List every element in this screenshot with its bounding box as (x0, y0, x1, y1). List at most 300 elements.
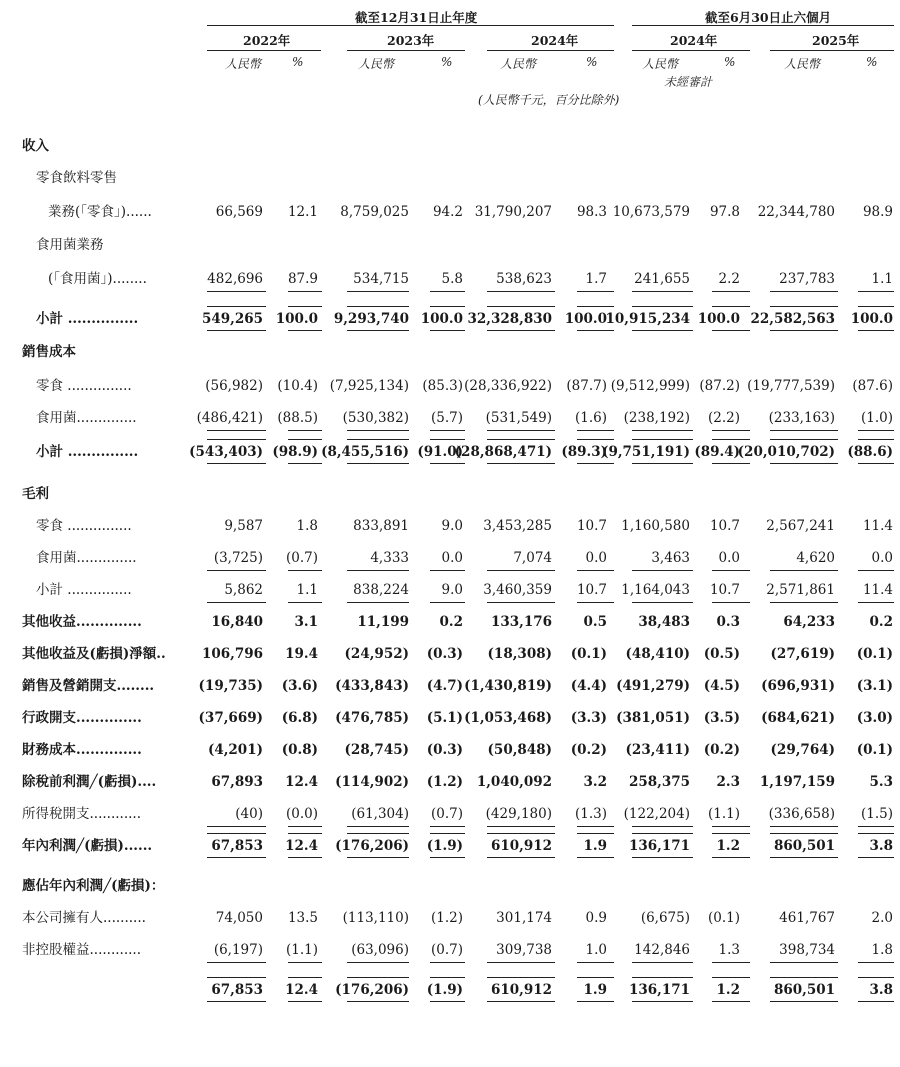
group-interim-header: 截至6月30日止六個月 (705, 10, 832, 25)
cell-value-2024: 309,738 (496, 942, 552, 958)
cell-value-2025h1: (27,619) (770, 646, 835, 662)
cell-pct-2024h1: (3.5) (703, 710, 740, 726)
rule-line (770, 439, 838, 440)
cell-value-2025h1: (20,010,702) (737, 444, 835, 460)
rule-line (430, 463, 465, 464)
rule-line (288, 291, 322, 292)
table-row (0, 835, 900, 857)
cell-value-2023: (63,096) (351, 942, 409, 958)
rule-line (288, 977, 322, 978)
table-row (0, 407, 900, 429)
cell-value-2024: 301,174 (496, 910, 552, 926)
cell-value-2024: 3,453,285 (483, 518, 552, 534)
year-rule-2024-interim (632, 50, 750, 51)
cell-pct-2025h1: 98.9 (862, 204, 893, 220)
group-rule-annual (207, 25, 614, 26)
cell-pct-2024h1: 1.2 (716, 838, 740, 854)
cell-value-2025h1: (233,163) (768, 410, 835, 426)
cell-pct-2024h1: (2.2) (707, 410, 740, 426)
rule-line (632, 463, 693, 464)
cell-pct-2024h1: (4.5) (703, 678, 740, 694)
cell-pct-2022: 12.4 (285, 774, 318, 790)
cell-value-2023: (476,785) (335, 710, 409, 726)
percent-label: % (724, 55, 736, 69)
table-row (0, 707, 900, 729)
row-label: 零食 ............... (36, 518, 132, 534)
cell-value-2024: 538,623 (496, 271, 552, 287)
cell-value-2024: 32,328,830 (467, 311, 552, 327)
table-row (0, 308, 900, 330)
rule-line (288, 306, 322, 307)
cell-value-2023: 833,891 (353, 518, 409, 534)
rule-line (577, 430, 614, 431)
table-row (0, 483, 900, 505)
cell-value-2024: (1,053,468) (464, 710, 552, 726)
rule-line (858, 833, 894, 834)
rule-line (632, 291, 693, 292)
row-label: 食用菌.............. (36, 410, 137, 426)
rule-line (288, 330, 322, 331)
row-label: 小計 ............... (36, 582, 132, 598)
row-label: 除稅前利潤╱(虧損).... (22, 774, 157, 790)
cell-value-2024h1: (6,675) (640, 910, 690, 926)
rule-line (487, 962, 555, 963)
rule-line (577, 962, 614, 963)
table-row (0, 675, 900, 697)
rule-line (632, 962, 693, 963)
rule-line (712, 833, 750, 834)
rule-line (430, 330, 465, 331)
table-row (0, 875, 900, 897)
rule-line (632, 570, 693, 571)
currency-label: 人民幣 (642, 57, 679, 71)
rule-line (207, 602, 266, 603)
cell-pct-2022: 12.4 (285, 838, 318, 854)
cell-value-2025h1: 860,501 (773, 838, 835, 854)
rule-line (288, 1001, 322, 1002)
rule-line (288, 962, 322, 963)
rule-line (632, 857, 693, 858)
cell-pct-2022: 87.9 (287, 271, 318, 287)
cell-pct-2022: 12.4 (285, 982, 318, 998)
rule-line (858, 602, 894, 603)
row-label: 銷售及營銷開支........ (22, 678, 155, 694)
cell-pct-2024: 1.9 (583, 982, 607, 998)
rule-line (430, 291, 465, 292)
table-row (0, 547, 900, 569)
row-label: 毛利 (22, 486, 49, 502)
rule-line (288, 439, 322, 440)
table-row (0, 643, 900, 665)
cell-pct-2024h1: 100.0 (697, 311, 740, 327)
rule-line (430, 430, 465, 431)
group-annual-header: 截至12月31日止年度 (355, 10, 478, 25)
cell-value-2024: 610,912 (490, 982, 552, 998)
rule-line (347, 330, 409, 331)
rule-line (430, 602, 465, 603)
rule-line (632, 602, 693, 603)
cell-pct-2024h1: (1.1) (707, 806, 740, 822)
cell-pct-2022: 3.1 (294, 614, 318, 630)
rule-line (487, 602, 555, 603)
cell-pct-2024: 10.7 (576, 518, 607, 534)
year-rule-2024 (487, 50, 614, 51)
row-label: 銷售成本 (22, 344, 76, 360)
rule-line (770, 430, 838, 431)
cell-pct-2024h1: 0.0 (718, 550, 740, 566)
rule-line (487, 570, 555, 571)
cell-pct-2022: 19.4 (285, 646, 318, 662)
table-row (0, 979, 900, 1001)
rule-line (632, 306, 693, 307)
cell-value-2022: (543,403) (189, 444, 263, 460)
cell-value-2024h1: 1,164,043 (621, 582, 690, 598)
rule-line (770, 857, 838, 858)
rule-line (858, 1001, 894, 1002)
rule-line (577, 291, 614, 292)
rule-line (207, 291, 266, 292)
table-row (0, 201, 900, 223)
row-label: 財務成本.............. (22, 742, 142, 758)
rule-line (770, 1001, 838, 1002)
rule-line (577, 439, 614, 440)
cell-pct-2022: (1.1) (285, 942, 318, 958)
rule-line (430, 570, 465, 571)
year-header-2025-interim: 2025年 (812, 33, 860, 48)
rule-line (430, 1001, 465, 1002)
row-label: 本公司擁有人.......... (22, 910, 146, 926)
rule-line (288, 833, 322, 834)
rule-line (770, 306, 838, 307)
cell-value-2024h1: 10,673,579 (612, 204, 690, 220)
cell-value-2023: 11,199 (357, 614, 409, 630)
cell-value-2022: 16,840 (211, 614, 263, 630)
cell-value-2023: (24,952) (344, 646, 409, 662)
row-label: 其他收益.............. (22, 614, 142, 630)
cell-value-2025h1: (336,658) (768, 806, 835, 822)
rule-line (858, 826, 894, 827)
rule-line (347, 857, 409, 858)
cell-pct-2023: 9.0 (441, 518, 463, 534)
rule-line (712, 463, 750, 464)
year-header-2023: 2023年 (387, 33, 435, 48)
rule-line (487, 291, 555, 292)
cell-pct-2023: (91.0) (417, 444, 463, 460)
cell-value-2025h1: 1,197,159 (759, 774, 835, 790)
table-row (0, 515, 900, 537)
cell-pct-2022: 100.0 (275, 311, 318, 327)
cell-value-2022: (4,201) (207, 742, 263, 758)
cell-pct-2022: (88.5) (277, 410, 318, 426)
rule-line (712, 1001, 750, 1002)
cell-value-2024: 133,176 (490, 614, 552, 630)
currency-label: 人民幣 (500, 57, 537, 71)
cell-pct-2024: 1.9 (583, 838, 607, 854)
table-row (0, 907, 900, 929)
rule-line (288, 857, 322, 858)
cell-pct-2022: 12.1 (287, 204, 318, 220)
cell-value-2023: (176,206) (335, 838, 409, 854)
rule-line (487, 1001, 555, 1002)
rule-line (858, 463, 894, 464)
rule-line (770, 291, 838, 292)
rule-line (858, 430, 894, 431)
cell-value-2022: (19,735) (198, 678, 263, 694)
rule-line (487, 857, 555, 858)
cell-value-2022: (56,982) (205, 378, 263, 394)
cell-pct-2025h1: (0.1) (856, 646, 893, 662)
cell-pct-2025h1: (3.1) (856, 678, 893, 694)
cell-value-2025h1: (696,931) (761, 678, 835, 694)
rule-line (430, 857, 465, 858)
rule-line (347, 306, 409, 307)
cell-value-2025h1: (19,777,539) (747, 378, 835, 394)
cell-value-2023: (28,745) (344, 742, 409, 758)
cell-value-2023: 4,333 (370, 550, 409, 566)
cell-value-2024: (18,308) (487, 646, 552, 662)
rule-line (577, 602, 614, 603)
row-label: 小計 ............... (36, 311, 139, 327)
rule-line (207, 826, 266, 827)
cell-value-2024: (531,549) (485, 410, 552, 426)
rule-line (712, 962, 750, 963)
cell-pct-2024: (89.3) (561, 444, 607, 460)
rule-line (858, 962, 894, 963)
cell-pct-2024: 100.0 (564, 311, 607, 327)
cell-pct-2023: (1.9) (426, 982, 463, 998)
cell-value-2023: (114,902) (335, 774, 409, 790)
rule-line (632, 1001, 693, 1002)
cell-pct-2024h1: (89.4) (694, 444, 740, 460)
cell-pct-2023: (5.7) (430, 410, 463, 426)
rule-line (770, 977, 838, 978)
rule-line (207, 439, 266, 440)
rule-line (487, 977, 555, 978)
cell-value-2024h1: (491,279) (616, 678, 690, 694)
cell-pct-2025h1: 2.0 (871, 910, 893, 926)
cell-value-2024h1: (23,411) (625, 742, 690, 758)
cell-value-2025h1: 461,767 (779, 910, 835, 926)
rule-line (577, 857, 614, 858)
currency-label: 人民幣 (784, 57, 821, 71)
rule-line (712, 977, 750, 978)
rule-line (288, 463, 322, 464)
table-row (0, 939, 900, 961)
row-label: 收入 (22, 138, 49, 154)
cell-pct-2023: (1.2) (430, 910, 463, 926)
cell-pct-2022: (6.8) (281, 710, 318, 726)
rule-line (712, 857, 750, 858)
cell-pct-2022: 13.5 (287, 910, 318, 926)
rule-line (858, 570, 894, 571)
percent-label: % (866, 55, 878, 69)
rule-line (347, 977, 409, 978)
rule-line (770, 463, 838, 464)
rule-line (577, 833, 614, 834)
cell-pct-2024: 10.7 (576, 582, 607, 598)
cell-value-2025h1: 64,233 (783, 614, 835, 630)
cell-pct-2023: (5.1) (426, 710, 463, 726)
cell-value-2024: (28,868,471) (454, 444, 552, 460)
cell-value-2024h1: 10,915,234 (605, 311, 690, 327)
cell-value-2022: 67,853 (211, 838, 263, 854)
cell-value-2025h1: 860,501 (773, 982, 835, 998)
table-row (0, 579, 900, 601)
rule-line (347, 826, 409, 827)
cell-pct-2025h1: 100.0 (850, 311, 893, 327)
cell-pct-2024h1: (0.2) (703, 742, 740, 758)
year-rule-2022 (207, 50, 321, 51)
cell-pct-2024: 0.0 (585, 550, 607, 566)
cell-pct-2023: 100.0 (420, 311, 463, 327)
rule-line (430, 962, 465, 963)
cell-value-2023: (433,843) (335, 678, 409, 694)
rule-line (207, 463, 266, 464)
cell-pct-2025h1: 0.0 (871, 550, 893, 566)
rule-line (288, 602, 322, 603)
cell-pct-2023: (0.3) (426, 742, 463, 758)
year-header-2024-interim: 2024年 (670, 33, 718, 48)
cell-pct-2024h1: (0.5) (703, 646, 740, 662)
rule-line (632, 430, 693, 431)
rule-line (288, 826, 322, 827)
row-label: 零食 ............... (36, 378, 132, 394)
rule-line (632, 833, 693, 834)
rule-line (632, 330, 693, 331)
cell-pct-2022: (3.6) (281, 678, 318, 694)
cell-value-2024h1: (48,410) (625, 646, 690, 662)
row-label: 非控股權益............ (22, 942, 141, 958)
cell-value-2024: 3,460,359 (483, 582, 552, 598)
cell-value-2022: (40) (235, 806, 263, 822)
rule-line (770, 570, 838, 571)
rule-line (577, 1001, 614, 1002)
table-row (0, 739, 900, 761)
rule-line (712, 439, 750, 440)
rule-line (487, 439, 555, 440)
cell-value-2025h1: (684,621) (761, 710, 835, 726)
cell-pct-2024h1: 1.2 (716, 982, 740, 998)
cell-value-2022: 549,265 (201, 311, 263, 327)
row-label: 食用菌.............. (36, 550, 137, 566)
cell-pct-2024: (1.6) (574, 410, 607, 426)
cell-value-2022: 74,050 (215, 910, 263, 926)
cell-pct-2024: 0.5 (583, 614, 607, 630)
cell-pct-2025h1: 1.8 (871, 942, 893, 958)
year-header-2022: 2022年 (243, 33, 291, 48)
rule-line (858, 977, 894, 978)
table-row (0, 135, 900, 157)
cell-value-2025h1: 2,571,861 (766, 582, 835, 598)
cell-pct-2023: (85.3) (422, 378, 463, 394)
cell-pct-2025h1: (87.6) (852, 378, 893, 394)
cell-pct-2022: (0.8) (281, 742, 318, 758)
cell-value-2023: (176,206) (335, 982, 409, 998)
rule-line (577, 463, 614, 464)
cell-pct-2024h1: 2.3 (716, 774, 740, 790)
cell-pct-2024h1: 0.3 (716, 614, 740, 630)
cell-pct-2025h1: 11.4 (862, 518, 893, 534)
cell-value-2024h1: 142,846 (634, 942, 690, 958)
row-label: 所得稅開支............ (22, 806, 141, 822)
units-note: (人民幣千元，百分比除外) (478, 93, 620, 107)
cell-pct-2022: 1.1 (296, 582, 318, 598)
row-label: 業務(「零食」)...... (48, 204, 152, 220)
percent-label: % (586, 55, 598, 69)
row-label: 零食飲料零售 (36, 170, 117, 186)
cell-pct-2024: (0.2) (570, 742, 607, 758)
cell-pct-2024h1: 1.3 (718, 942, 740, 958)
rule-line (487, 833, 555, 834)
cell-value-2023: (7,925,134) (329, 378, 409, 394)
rule-line (347, 463, 409, 464)
cell-value-2024h1: (238,192) (623, 410, 690, 426)
cell-pct-2023: (1.9) (426, 838, 463, 854)
cell-pct-2022: 1.8 (296, 518, 318, 534)
cell-value-2025h1: (29,764) (770, 742, 835, 758)
rule-line (207, 962, 266, 963)
cell-pct-2024: (4.4) (570, 678, 607, 694)
cell-pct-2025h1: 5.3 (869, 774, 893, 790)
cell-pct-2025h1: 0.2 (869, 614, 893, 630)
row-label: 行政開支.............. (22, 710, 142, 726)
cell-value-2023: 838,224 (353, 582, 409, 598)
cell-pct-2024: (0.1) (570, 646, 607, 662)
cell-pct-2023: 94.2 (432, 204, 463, 220)
rule-line (347, 439, 409, 440)
cell-value-2024h1: 258,375 (628, 774, 690, 790)
rule-line (858, 857, 894, 858)
cell-pct-2023: (0.7) (430, 942, 463, 958)
rule-line (770, 833, 838, 834)
rule-line (858, 291, 894, 292)
rule-line (487, 430, 555, 431)
cell-value-2024h1: (9,512,999) (610, 378, 690, 394)
percent-label: % (292, 55, 304, 69)
cell-value-2022: (3,725) (213, 550, 263, 566)
cell-value-2024: 610,912 (490, 838, 552, 854)
rule-line (770, 826, 838, 827)
cell-pct-2024h1: 10.7 (709, 582, 740, 598)
rule-line (632, 826, 693, 827)
rule-line (207, 833, 266, 834)
rule-line (577, 570, 614, 571)
rule-line (712, 826, 750, 827)
rule-line (577, 977, 614, 978)
cell-value-2023: 8,759,025 (340, 204, 409, 220)
cell-value-2024: 31,790,207 (474, 204, 552, 220)
cell-value-2024: (1,430,819) (464, 678, 552, 694)
cell-value-2023: (113,110) (342, 910, 409, 926)
table-row (0, 611, 900, 633)
rule-line (577, 330, 614, 331)
cell-pct-2023: 5.8 (441, 271, 463, 287)
rule-line (632, 977, 693, 978)
cell-pct-2024: (1.3) (574, 806, 607, 822)
rule-line (347, 570, 409, 571)
cell-pct-2023: (1.2) (426, 774, 463, 790)
rule-line (770, 602, 838, 603)
rule-line (858, 439, 894, 440)
year-header-2024: 2024年 (531, 33, 579, 48)
rule-line (207, 977, 266, 978)
row-label: (「食用菌」)........ (48, 271, 147, 287)
cell-pct-2025h1: 3.8 (869, 838, 893, 854)
cell-pct-2024h1: 2.2 (718, 271, 740, 287)
cell-value-2024h1: 1,160,580 (621, 518, 690, 534)
rule-line (347, 962, 409, 963)
rule-line (712, 602, 750, 603)
